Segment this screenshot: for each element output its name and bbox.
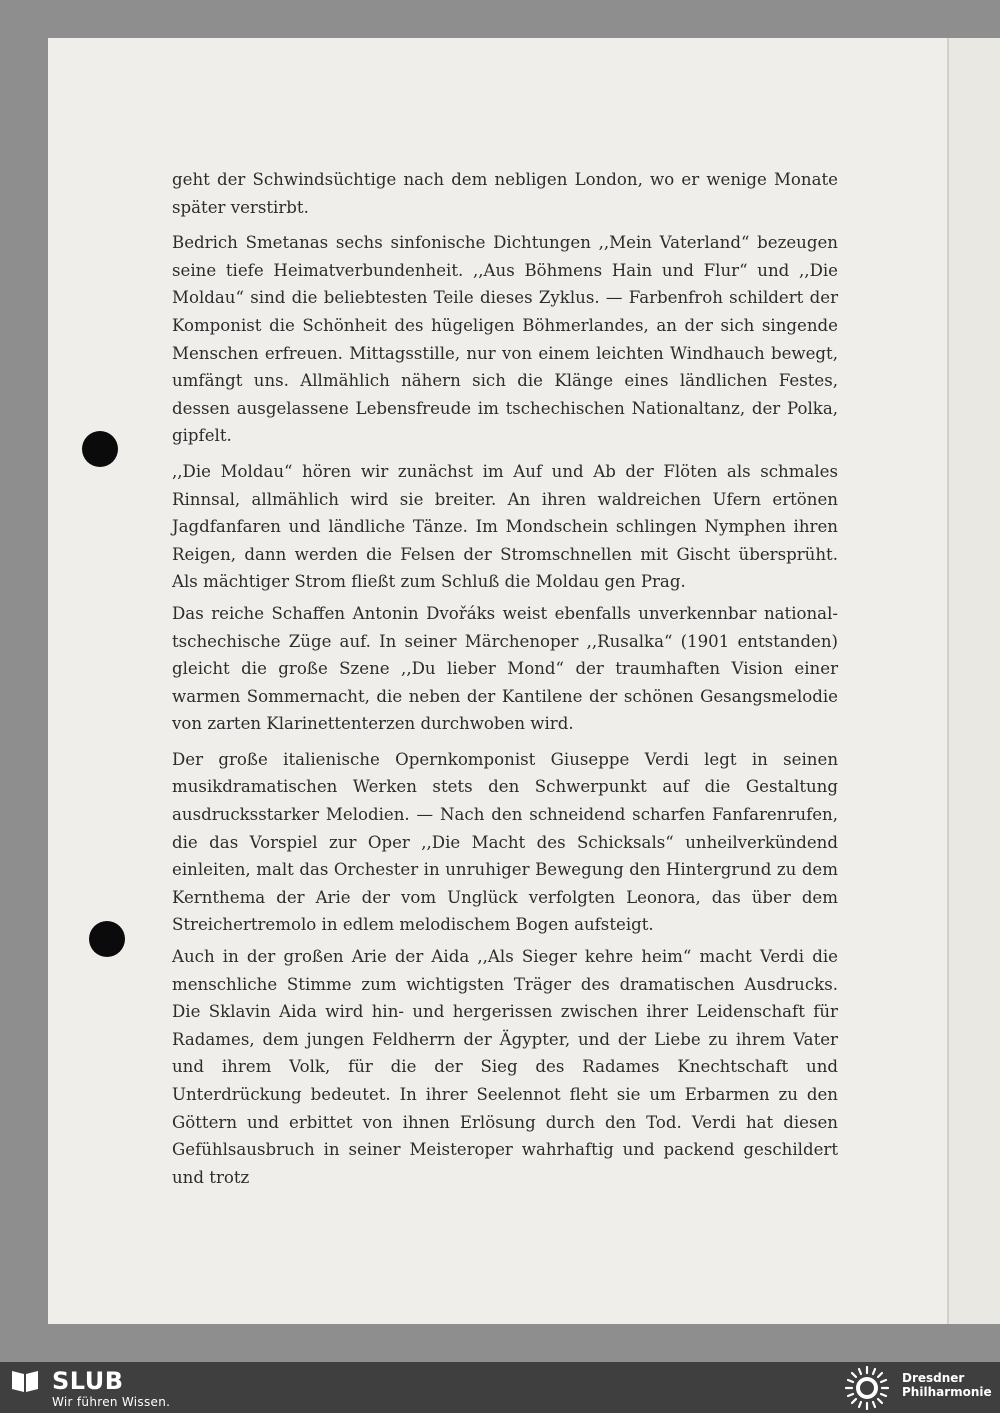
paragraph-5: Der große italienische Opernkomponist Giuseppe Verdi legt in seinen musikdramatischen Werken stets den Schwerpunkt auf die Gestaltung ausdrucksstarker Melodien. — Nach den schneidend scharfen Fanfarenrufen, die das Vorspiel zur Oper ,,Die Macht des Schicksals“ unheilverkündend einleiten, malt das Orchester in unruhiger Bewegung den Hintergrund zu dem Kernthema der Arie der vom Unglück verfolgten Leonora, das über dem Streichertremolo in edlem melodischem Bogen aufsteigt.: [172, 749, 838, 935]
philharmonie-line-2: Philharmonie: [902, 1385, 992, 1399]
slub-brand-name[interactable]: SLUB: [52, 1367, 124, 1395]
body-text: [172, 166, 838, 1199]
paragraph-2: Bedrich Smetanas sechs sinfonische Dichtungen ,,Mein Vaterland“ bezeugen seine tiefe Heimatverbundenheit. ,,Aus Böhmens Hain und Flur“ und ,,Die Moldau“ sind die beliebtesten Teile dieses Zyklus. — Farbenfroh schildert der Komponist die Schönheit des hügeligen Böhmerlandes, an der sich singende Menschen erfreuen. Mittagsstille, nur von einem leichten Windhauch bewegt, umfängt uns. Allmählich nähern sich die Klänge eines ländlichen Festes, dessen ausgelassene Lebensfreude im tschechischen Nationaltanz, der Polka, gipfelt.: [172, 233, 838, 446]
paragraph-3: ,,Die Moldau“ hören wir zunächst im Auf und Ab der Flöten als schmales Rinnsal, allmählich wird sie breiter. An ihren waldreichen Ufern ertönen Jagdfanfaren und ländliche Tänze. Im Mondschein schlingen Nymphen ihren Reigen, dann werden die Felsen der Stromschnellen mit Gischt übersprüht. Als mächtiger Strom fließt zum Schluß die Moldau gen Prag.: [172, 461, 838, 592]
punch-hole-lower: [89, 921, 125, 957]
next-page-edge: [948, 38, 1000, 1324]
paragraph-1: geht der Schwindsüchtige nach dem nebligen London, wo er wenige Monate später verstirbt.: [172, 170, 838, 217]
philharmonie-line-1: Dresdner: [902, 1371, 965, 1385]
punch-hole-upper: [82, 431, 118, 467]
philharmonie-brand-name[interactable]: [902, 1371, 992, 1399]
paragraph-6: Auch in der großen Arie der Aida ,,Als Sieger kehre heim“ macht Verdi die menschliche Stimme zum wichtigsten Träger des dramatischen Ausdrucks. Die Sklavin Aida wird hin- und hergerissen zwischen ihrer Leidenschaft für Radames, dem jungen Feldherrn der Ägypter, und der Liebe zu ihrem Vater und ihrem Volk, für die der Sieg des Radames Knechtschaft und Unterdrückung bedeutet. In ihrer Seelennot fleht sie um Erbarmen zu den Göttern und erbittet von ihnen Erlösung durch den Tod. Verdi hat diesen Gefühlsausbruch in seiner Meisteroper wahrhaftig und packend geschildert und trotz: [172, 947, 838, 1187]
slub-claim: Wir führen Wissen.: [52, 1395, 171, 1409]
philharmonie-sun-icon[interactable]: [841, 1365, 893, 1410]
paragraph-4: Das reiche Schaffen Antonin Dvořáks weist ebenfalls unverkennbar national-tschechische Züge auf. In seiner Märchenoper ,,Rusalka“ (1901 entstanden) gleicht die große Szene ,,Du lieber Mond“ der traumhaften Vision einer warmen Sommernacht, die neben der Kantilene der schönen Gesangsmelodie von zarten Klarinettenterzen durchwoben wird.: [172, 603, 838, 734]
viewer-footer-bar: [0, 1362, 1000, 1413]
slub-book-icon[interactable]: [10, 1368, 40, 1394]
